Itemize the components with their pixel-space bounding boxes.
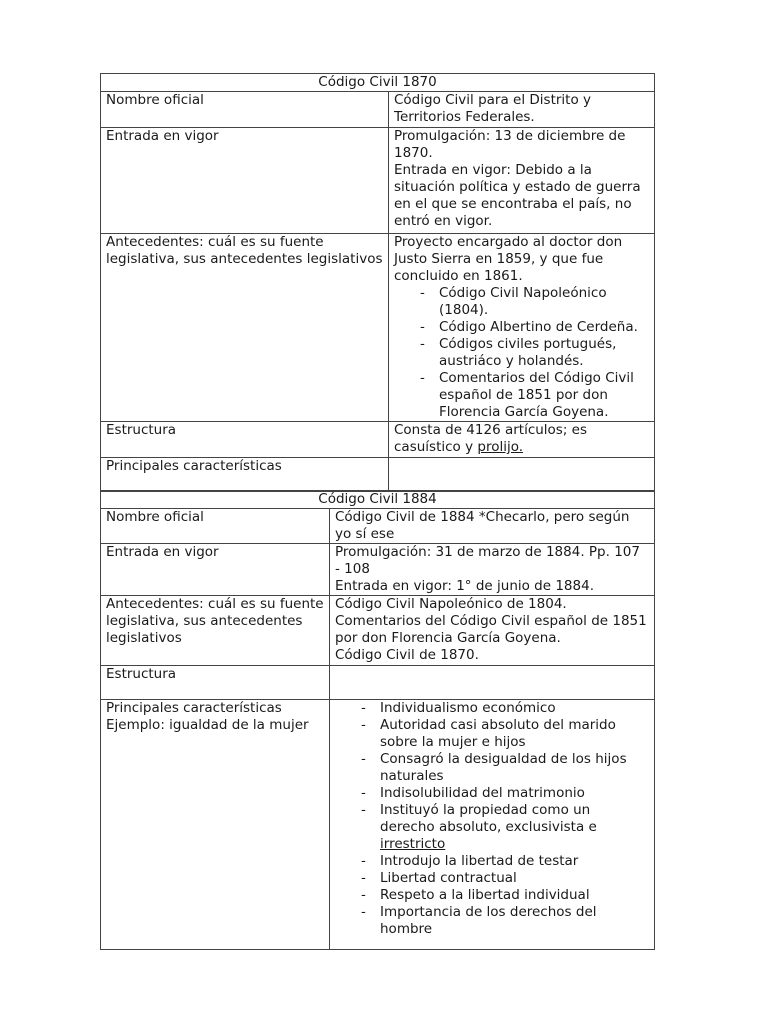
- vigor-text: Entrada en vigor: Debido a la situación política y estado de guerra en el que se encontraba el país, no entró en vigor.: [394, 162, 641, 229]
- prolijo-text: prolijo.: [477, 439, 524, 455]
- list-item: - Indisolubilidad del matrimonio: [355, 785, 649, 802]
- row-label: Principales características: [101, 458, 389, 492]
- antecedentes-intro: Proyecto encargado al doctor don Justo Sierra en 1859, y que fue concluido en 1861.: [394, 234, 623, 284]
- antecedentes-list: [394, 285, 649, 421]
- row-label: Entrada en vigor: [101, 544, 330, 596]
- table-title: Código Civil 1884: [101, 491, 655, 509]
- list-item: - Autoridad casi absoluto del marido sobre la mujer e hijos: [355, 717, 649, 751]
- row-value: [389, 128, 655, 234]
- row-label: Nombre oficial: [101, 509, 330, 544]
- row-label: [101, 700, 330, 950]
- caracteristicas-label: Principales características: [106, 700, 282, 716]
- antecedente-text: Código Civil Napoleónico de 1804.: [335, 596, 567, 612]
- list-item: - Códigos civiles portugués, austriáco y holandés.: [414, 336, 649, 370]
- table-row: [101, 666, 655, 700]
- table-title-row: [101, 74, 655, 92]
- row-label: Estructura: [101, 422, 389, 458]
- caracteristicas-list: [335, 700, 649, 938]
- row-value: Código Civil para el Distrito y Territorios Federales.: [389, 92, 655, 128]
- table-title-row: [101, 491, 655, 509]
- row-value: [330, 596, 655, 666]
- list-item: - Código Albertino de Cerdeña.: [414, 319, 649, 336]
- promulgacion-text: Promulgación: 31 de marzo de 1884. Pp. 107 - 108: [335, 544, 640, 577]
- row-value: Código Civil de 1884 *Checarlo, pero según yo sí ese: [330, 509, 655, 544]
- table-row: [101, 509, 655, 544]
- row-value: [330, 544, 655, 596]
- table-row: [101, 700, 655, 950]
- row-label: Nombre oficial: [101, 92, 389, 128]
- list-item: - Comentarios del Código Civil español de 1851 por don Florencia García Goyena.: [414, 370, 649, 421]
- list-item: - Respeto a la libertad individual: [355, 887, 649, 904]
- row-label: Antecedentes: cuál es su fuente legislativa, sus antecedentes legislativos: [101, 234, 389, 422]
- irrestricto-text: irrestricto: [380, 836, 446, 852]
- row-value: [389, 422, 655, 458]
- row-label: Antecedentes: cuál es su fuente legislativa, sus antecedentes legislativos: [101, 596, 330, 666]
- table-row: [101, 458, 655, 492]
- antecedente-text: Código Civil de 1870.: [335, 647, 479, 663]
- list-item: - Individualismo económico: [355, 700, 649, 717]
- row-value: [389, 234, 655, 422]
- list-item: - Código Civil Napoleónico (1804).: [414, 285, 649, 319]
- row-value: [330, 700, 655, 950]
- table-row: [101, 544, 655, 596]
- row-value: [389, 458, 655, 492]
- antecedente-text: Comentarios del Código Civil español de 1851 por don Florencia García Goyena.: [335, 613, 647, 646]
- table-row: [101, 422, 655, 458]
- propiedad-text: Instituyó la propiedad como un derecho absoluto, exclusivista e: [380, 802, 597, 835]
- row-value: [330, 666, 655, 700]
- table-codigo-1870: [100, 73, 655, 492]
- list-item: [355, 802, 649, 853]
- table-row: [101, 92, 655, 128]
- estructura-text: Consta de 4126 artículos; es casuístico y: [394, 422, 588, 455]
- row-label: Estructura: [101, 666, 330, 700]
- row-label: Entrada en vigor: [101, 128, 389, 234]
- vigor-text: Entrada en vigor: 1° de junio de 1884.: [335, 578, 594, 594]
- table-codigo-1884: [100, 490, 655, 950]
- table-row: [101, 234, 655, 422]
- table-row: [101, 128, 655, 234]
- list-item: - Importancia de los derechos del hombre: [355, 904, 649, 938]
- table-row: [101, 596, 655, 666]
- table-title: Código Civil 1870: [101, 74, 655, 92]
- list-item: - Introdujo la libertad de testar: [355, 853, 649, 870]
- list-item: - Consagró la desigualdad de los hijos naturales: [355, 751, 649, 785]
- list-item: - Libertad contractual: [355, 870, 649, 887]
- ejemplo-label: Ejemplo: igualdad de la mujer: [106, 717, 309, 733]
- promulgacion-text: Promulgación: 13 de diciembre de 1870.: [394, 128, 626, 161]
